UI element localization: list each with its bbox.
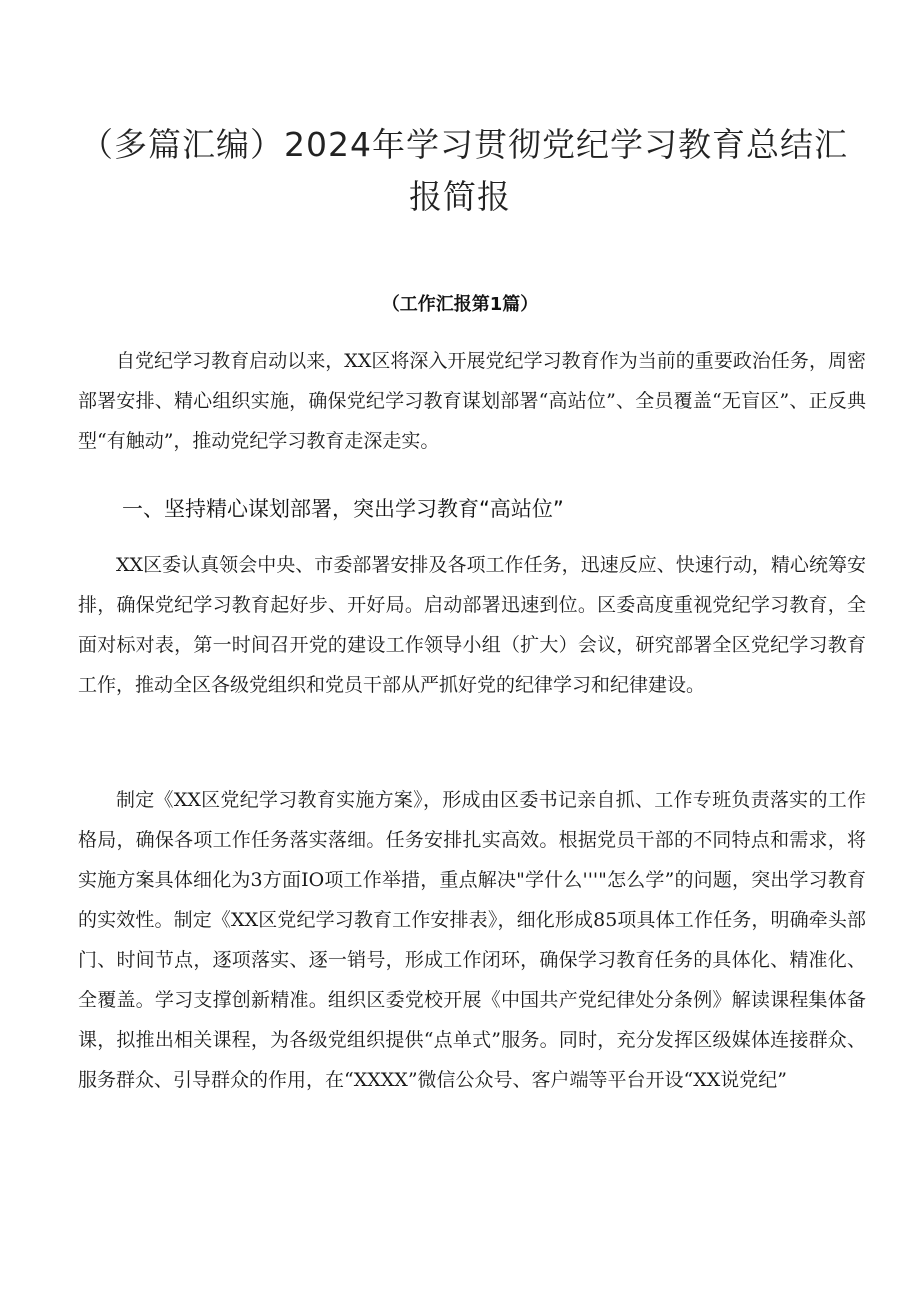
document-title-line-2: 报简报 [409,177,511,216]
intro-paragraph: 自党纪学习教育启动以来，XX区将深入开展党纪学习教育作为当前的重要政治任务，周密部署安排、精心组织实施，确保党纪学习教育谋划部署“高站位”、全员覆盖“无盲区”、正反典型“有触动”，推动党纪学习教育走深走实。 [78,350,866,452]
document-subtitle: （工作汇报第1篇） [381,294,539,315]
section-heading: 一、坚持精心谋划部署，突出学习教育“高站位” [122,497,564,521]
document-title-line-1: （多篇汇编）2024年学习贯彻党纪学习教育总结汇 [80,125,848,164]
body-paragraph-2: 制定《XX区党纪学习教育实施方案》，形成由区委书记亲自抓、工作专班负责落实的工作格局，确保各项工作任务落实落细。任务安排扎实高效。根据党员干部的不同特点和需求，将实施方案具体细化为3方面IO项工作举措，重点解决"学什么'''"怎么学”的问题，突出学习教育的实效性。制定《XX区党纪学习教育工作安排表》，细化形成85项具体工作任务，明确牵头部门、时间节点，逐项落实、逐一销号，形成工作闭环，确保学习教育任务的具体化、精准化、全覆盖。学习支撑创新精准。组织区委党校开展《中国共产党纪律处分条例》解读课程集体备课，拟推出相关课程，为各级党组织提供“点单式”服务。同时，充分发挥区级媒体连接群众、服务群众、引导群众的作用，在“XXXX”微信公众号、客户端等平台开设“XX说党纪” [78,789,866,1091]
body-paragraph-1: XX区委认真领会中央、市委部署安排及各项工作任务，迅速反应、快速行动，精心统筹安排，确保党纪学习教育起好步、开好局。启动部署迅速到位。区委高度重视党纪学习教育，全面对标对表，第一时间召开党的建设工作领导小组（扩大）会议，研究部署全区党纪学习教育工作，推动全区各级党组织和党员干部从严抓好党的纪律学习和纪律建设。 [78,554,866,696]
